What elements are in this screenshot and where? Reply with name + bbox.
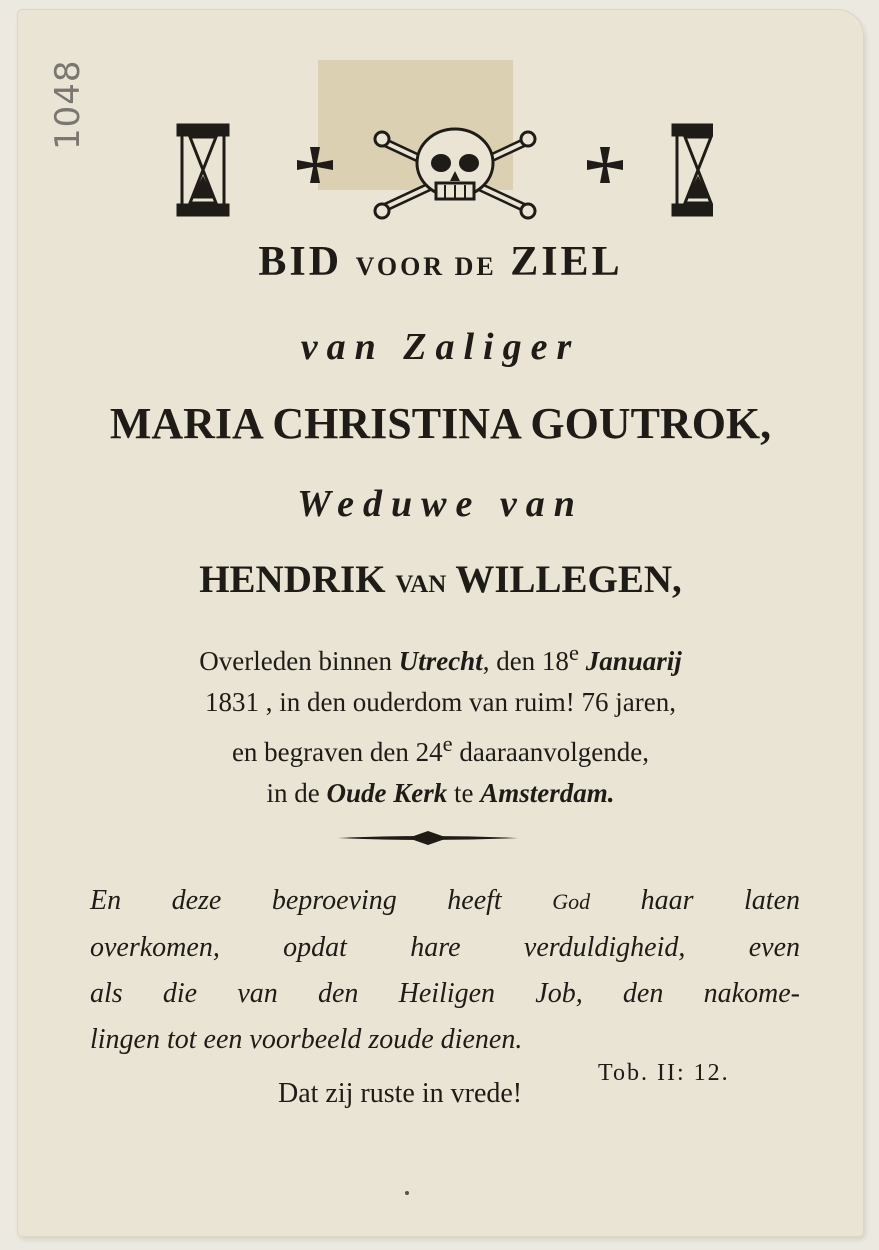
prayer-heading [18,238,863,286]
closing-prayer: Dat zij ruste in vrede! [278,1078,523,1109]
hourglass-left-icon [178,125,228,215]
ornament-row [168,115,713,225]
scripture-verse [90,878,800,1063]
skull-crossbones-icon [375,129,535,218]
deceased-name: MARIA CHRISTINA GOUTROK, [109,399,772,448]
verse-line: lingen tot een voorbeeld zoude dienen. [90,1024,523,1055]
heading-ziel: ZIEL [510,239,623,285]
husband-name [18,557,863,602]
church-name: Oude Kerk [326,778,448,808]
husband-first-name: HENDRIK [199,558,386,601]
ornamental-divider [338,828,518,848]
verse-line: als die van den Heiligen Job, den nakome- [90,978,800,1009]
memorial-card [18,10,863,1236]
death-city: Utrecht [398,646,483,676]
cross-pattee-right-icon [587,147,623,183]
husband-particle: VAN [395,571,447,598]
husband-last-name: WILLEGEN, [455,558,682,601]
inventory-number: 1048 [48,59,88,150]
hourglass-right-icon [673,125,713,215]
paper-speck [405,1191,409,1195]
weduwe-van: Weduwe van [297,483,584,525]
burial-place: Amsterdam. [480,778,615,808]
cross-pattee-left-icon [297,147,333,183]
scripture-reference: Tob. II: 12. [598,1060,730,1086]
heading-bid: BID [258,239,343,285]
verse-line: En deze beproeving heeft God haar laten [90,885,801,916]
heading-voor-de: VOOR DE [355,252,497,281]
death-details: Overleden binnen Utrecht, den 18e Januarij 1831 , in den ouderdom van ruim! 76 jaren, en begraven den 24e daaraanvolgende, in de Oude Kerk te Amsterdam. [199,640,682,808]
verse-line: overkomen, opdat hare verduldigheid, even [90,932,800,963]
death-month: Januarij [585,646,682,676]
van-zaliger: van Zaliger [300,326,581,368]
